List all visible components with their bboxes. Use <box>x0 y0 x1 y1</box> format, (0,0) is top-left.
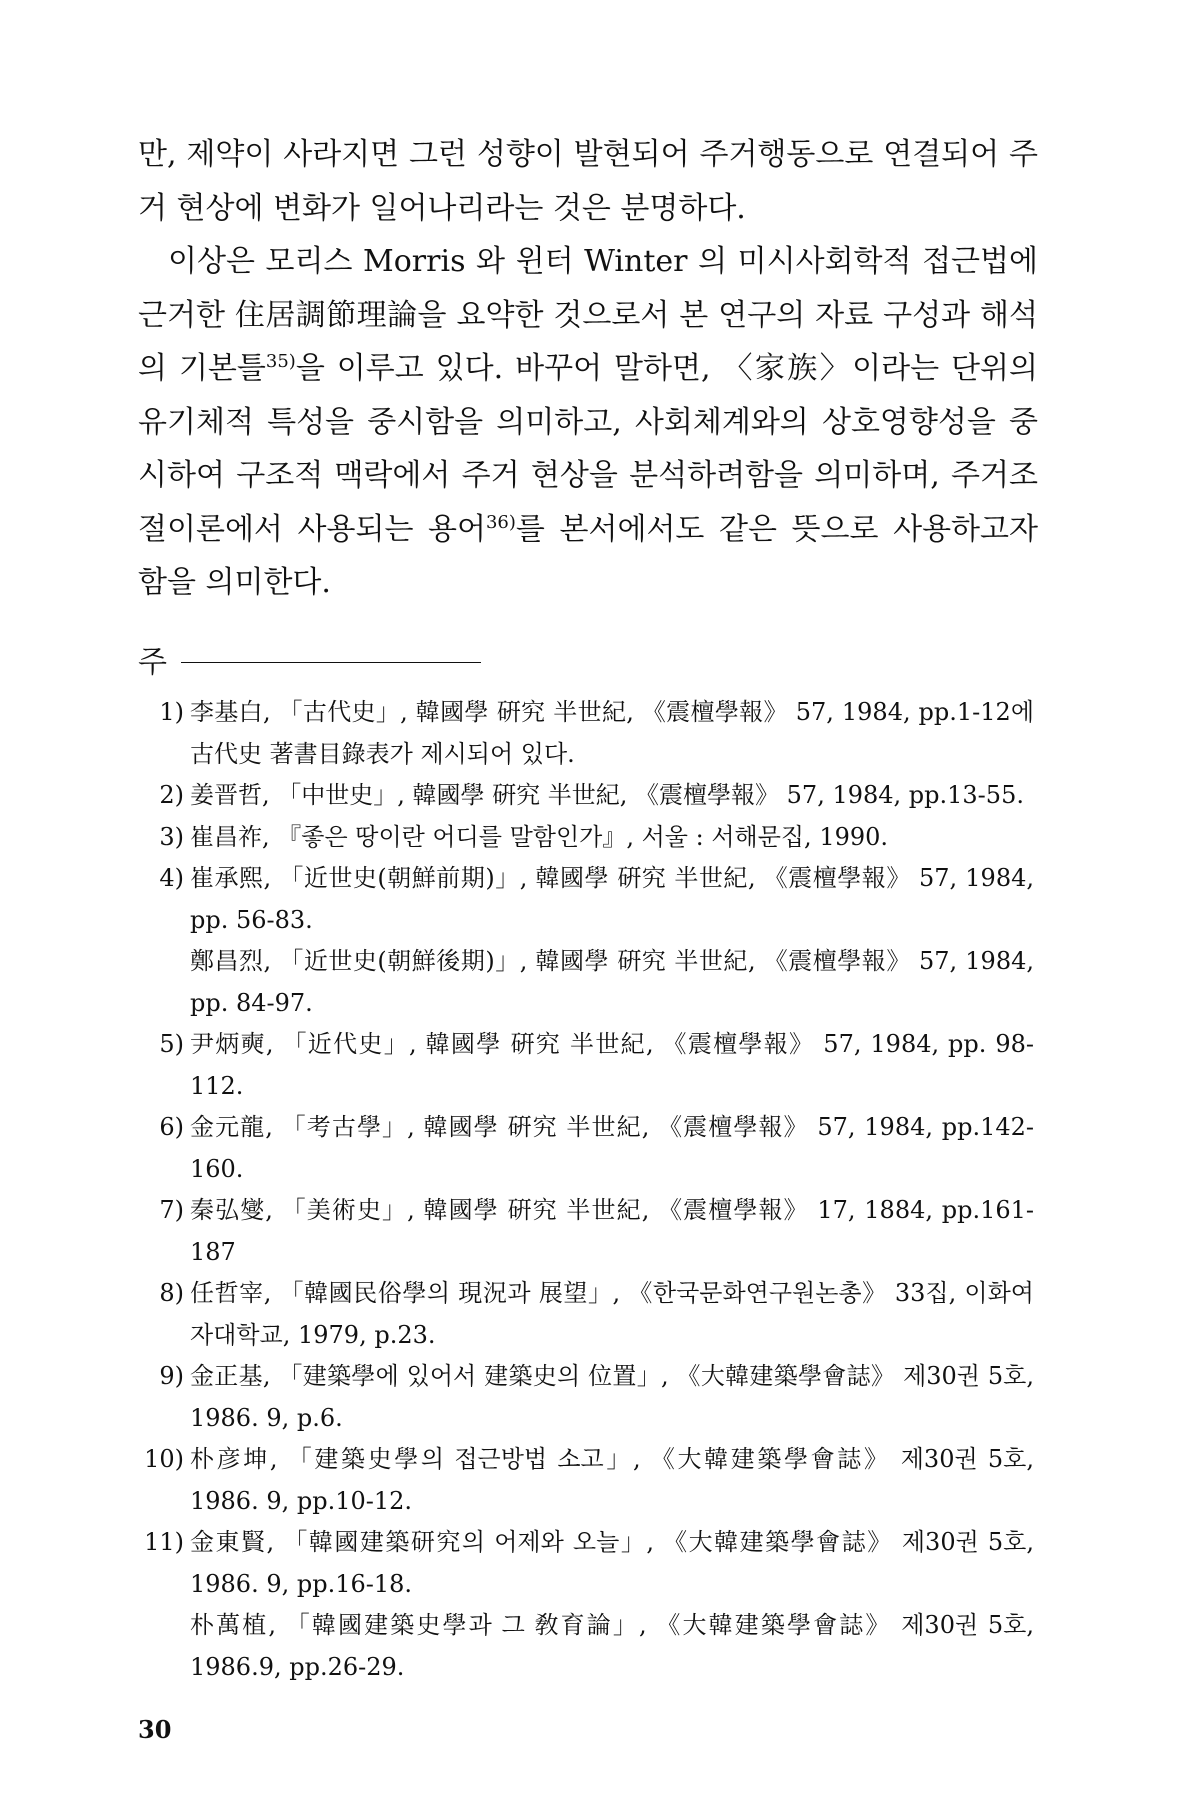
page-number: 30 <box>138 1715 172 1744</box>
footnote-number: 7) <box>159 1196 184 1224</box>
footnote-text: 姜晋哲, 「中世史」, 韓國學 硏究 半世紀, 《震檀學報》 57, 1984, pp.13-55. <box>190 781 1024 809</box>
paragraph-text: 를 본서에서도 같은 뜻으로 사용하고자 함을 의미한다. <box>138 511 1038 600</box>
footnote-item <box>138 775 1034 817</box>
footnote-number <box>138 941 190 1024</box>
footnote-item <box>138 1190 1034 1273</box>
paragraph-text: 만, 제약이 사라지면 그런 성향이 발현되어 주거행동으로 연결되어 주거 현상에 변화가 일어나리라는 것은 분명하다. <box>138 137 1038 226</box>
footnote-number: 5) <box>159 1030 184 1058</box>
footnote-item <box>138 1107 1034 1190</box>
footnote-text: 金東賢, 「韓國建築研究의 어제와 오늘」, 《大韓建築學會誌》 제30권 5호, 1986. 9, pp.16-18. <box>190 1528 1034 1598</box>
footnote-item <box>138 1024 1034 1107</box>
paragraph-text: 을 이루고 있다. 바꾸어 말하면, 〈家族〉이라는 단위의 유기체적 특성을 중시함을 의미하고, 사회체계와의 상호영향성을 중시하여 구조적 맥락에서 주거 현상을 분석하려함을 의미하며, 주거조절이론에서 사용되는 용어 <box>138 351 1038 547</box>
footnote-item <box>138 1356 1034 1439</box>
footnote-item <box>138 941 1034 1024</box>
footnote-item <box>138 1522 1034 1605</box>
notes-divider <box>181 662 481 663</box>
footnote-number: 3) <box>159 822 184 851</box>
footnote-number: 4) <box>159 864 184 892</box>
footnote-item <box>138 692 1034 775</box>
footnote-text: 鄭昌烈, 「近世史(朝鮮後期)」, 韓國學 硏究 半世紀, 《震檀學報》 57, 1984, pp. 84-97. <box>190 947 1034 1017</box>
footnote-number: 10) <box>144 1445 184 1473</box>
footnote-marker[interactable]: 35) <box>265 351 296 372</box>
paragraph <box>138 235 1038 610</box>
footnote-marker[interactable]: 36) <box>485 511 516 533</box>
footnote-item <box>138 858 1034 941</box>
notes-heading <box>138 637 481 681</box>
footnote-number: 11) <box>144 1528 184 1556</box>
paragraph <box>138 128 1038 235</box>
footnote-number <box>138 1605 190 1688</box>
footnote-number: 6) <box>159 1113 184 1141</box>
footnote-number: 1) <box>159 698 184 726</box>
footnote-item <box>138 1605 1034 1688</box>
footnote-text: 金正基, 「建築學에 있어서 建築史의 位置」, 《大韓建築學會誌》 제30권 5호, 1986. 9, p.6. <box>190 1362 1034 1432</box>
footnote-number: 2) <box>159 781 184 809</box>
footnote-number: 8) <box>159 1279 184 1307</box>
body-text <box>138 128 1038 610</box>
footnote-item <box>138 817 1034 859</box>
footnote-text: 尹炳奭, 「近代史」, 韓國學 硏究 半世紀, 《震檀學報》 57, 1984, pp. 98-112. <box>190 1030 1034 1100</box>
footnote-number: 9) <box>159 1362 184 1390</box>
footnote-text: 朴萬植, 「韓國建築史學과 그 敎育論」, 《大韓建築學會誌》 제30권 5호, 1986.9, pp.26-29. <box>190 1611 1034 1681</box>
footnote-text: 崔昌祚, 『좋은 땅이란 어디를 말함인가』, 서울 : 서해문집, 1990. <box>190 822 889 851</box>
footnote-item <box>138 1273 1034 1356</box>
paragraph-text: 이상은 모리스 Morris 와 윈터 Winter 의 미시사회학적 접근법에 근거한 住居調節理論을 요약한 것으로서 본 연구의 자료 구성과 해석의 기본틀 <box>138 244 1038 386</box>
footnote-text: 李基白, 「古代史」, 韓國學 硏究 半世紀, 《震檀學報》 57, 1984, pp.1-12에 古代史 著書目錄表가 제시되어 있다. <box>190 698 1034 768</box>
footnote-text: 金元龍, 「考古學」, 韓國學 硏究 半世紀, 《震檀學報》 57, 1984, pp.142-160. <box>190 1113 1034 1183</box>
footnote-item <box>138 1439 1034 1522</box>
notes-heading-label: 주 <box>138 645 167 680</box>
footnotes-list <box>138 692 1034 1688</box>
footnote-text: 任哲宰, 「韓國民俗學의 現況과 展望」, 《한국문화연구원논총》 33집, 이화여자대학교, 1979, p.23. <box>190 1279 1034 1349</box>
footnote-text: 朴彦坤, 「建築史學의 접근방법 소고」, 《大韓建築學會誌》 제30권 5호, 1986. 9, pp.10-12. <box>190 1445 1034 1515</box>
footnote-text: 崔承熙, 「近世史(朝鮮前期)」, 韓國學 硏究 半世紀, 《震檀學報》 57, 1984, pp. 56-83. <box>190 864 1034 934</box>
footnote-text: 秦弘燮, 「美術史」, 韓國學 硏究 半世紀, 《震檀學報》 17, 1884, pp.161-187 <box>190 1196 1034 1266</box>
